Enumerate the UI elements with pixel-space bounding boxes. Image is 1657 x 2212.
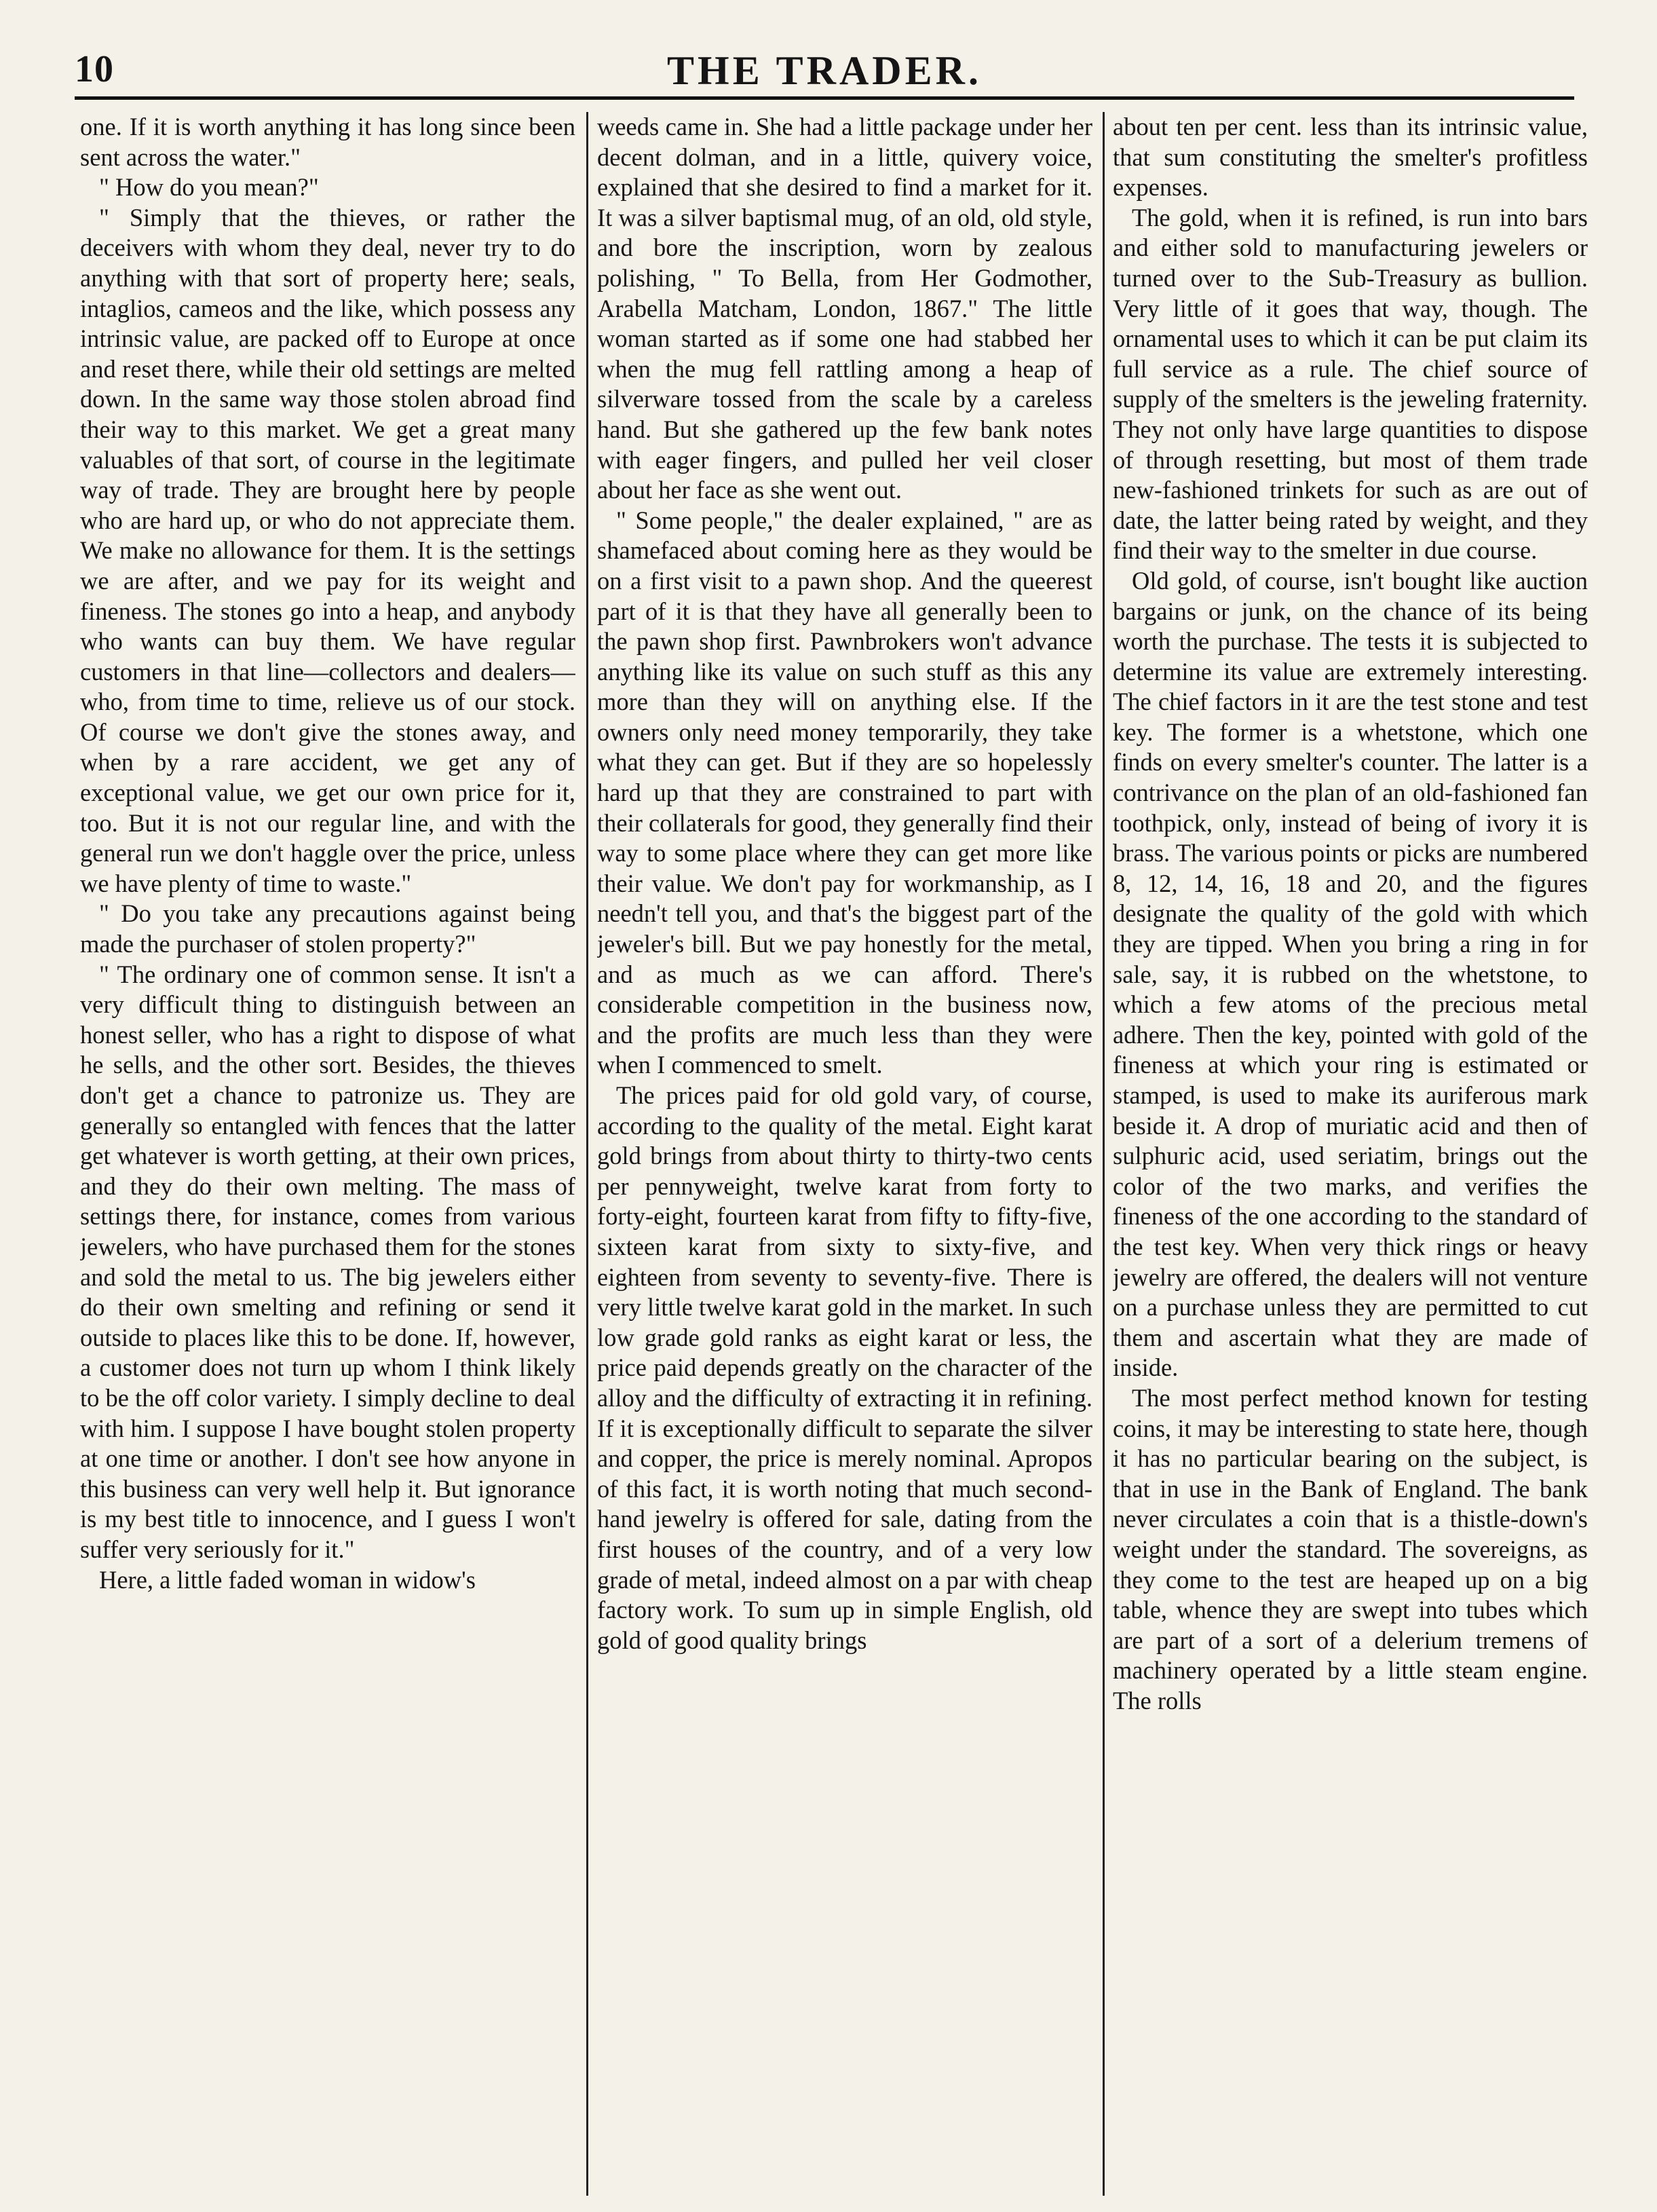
paragraph: about ten per cent. less than its intrinsic value, that sum constituting the smelter's profitless expenses. [1113,113,1588,202]
page-number: 10 [75,48,114,90]
paragraph: The prices paid for old gold vary, of course, according to the quality of the metal. Eight karat gold brings from about thirty to thirty-two cents per pennyweight, twelve karat from forty to forty-eight, fourteen karat from fifty to fifty-five, sixteen karat from sixty to sixty-five, and eighteen from seventy to seventy-five. There is very little twelve karat gold in the market. In such low grade gold ranks as eight karat or less, the price paid depends greatly on the character of the alloy and the difficulty of extracting it in refining. If it is exceptionally difficult to separate the silver and copper, the price is merely nominal. Apropos of this fact, it is worth noting that much second-hand jewelry is offered for sale, dating from the first houses of the country, and of a very low grade of metal, indeed almost on a par with cheap factory work. To sum up in simple English, old gold of good quality brings [597,1081,1092,1654]
column-divider [586,112,588,2196]
header-rule [75,96,1574,100]
page-title: THE TRADER. [667,48,982,93]
paragraph: " How do you mean?" [99,173,319,202]
paragraph: " The ordinary one of common sense. It isn't a very difficult thing to distinguish between an honest seller, who has a right to dispose of what he sells, and the other sort. Besides, the thieves don't get a chance to patronize us. They are generally so entangled with fences that the latter get whatever is worth getting, at their own prices, and they do their own melting. The mass of settings there, for instance, comes from various jewelers, who have purchased them for the stones and sold the metal to us. The big jewelers either do their own smelting and refining or send it outside to places like this to be done. If, however, a customer does not turn up whom I think likely to be the off color variety. I simply decline to deal with him. I suppose I have bought stolen property at one time or another. I don't see how anyone in this business can very well help it. But ignorance is my best title to innocence, and I guess I won't suffer very seriously for it." [80,960,575,1563]
paragraph: one. If it is worth anything it has long since been sent across the water." [80,113,575,171]
paragraph: " Do you take any precautions against being made the purchaser of stolen property?" [80,899,575,958]
paragraph: The gold, when it is refined, is run into bars and either sold to manufacturing jewelers or turned over to the Sub-Treasury as bullion. Very little of it goes that way, though. The ornamental uses to which it can be put claim its full service as a rule. The chief source of supply of the smelters is the jeweling fraternity. They not only have large quantities to dispose of through resetting, but most of them trade new-fashioned trinkets for such as are out of date, the latter being rated by weight, and they find their way to the smelter in due course. [1113,203,1588,565]
column-2 [597,112,1092,2196]
paragraph: " Simply that the thieves, or rather the deceivers with whom they deal, never try to do anything with that sort of property here; seals, intaglios, cameos and the like, which possess any intrinsic value, are packed off to Europe at once and reset there, while their old settings are melted down. In the same way those stolen abroad find their way to this market. We get a great many valuables of that sort, of course in the legitimate way of trade. They are brought here by people who are hard up, or who do not appreciate them. We make no allowance for them. It is the settings we are after, and we pay for its weight and fineness. The stones go into a heap, and anybody who wants can buy them. We have regular customers in that line—collectors and dealers—who, from time to time, relieve us of our stock. Of course we don't give the stones away, and when by a rare accident, we get any of exceptional value, we get our own price for it, too. But it is not our regular line, and with the general run we don't haggle over the price, unless we have plenty of time to waste." [80,203,575,897]
paragraph: " Some people," the dealer explained, " are as shamefaced about coming here as they would be on a first visit to a pawn shop. And the queerest part of it is that they have all generally been to the pawn shop first. Pawnbrokers won't advance anything like its value on such stuff as this any more than they will on anything else. If the owners only need money temporarily, they take what they can get. But if they are so hopelessly hard up that they are constrained to part with their collaterals for good, they generally find their way to some place where they can get more like their value. We don't pay for workmanship, as I needn't tell you, and that's the biggest part of the jeweler's bill. But we pay honestly for the metal, and as much as we can afford. There's considerable competition in the business now, and the profits are much less than they were when I commenced to smelt. [597,506,1092,1079]
paragraph: Here, a little faded woman in widow's [99,1565,476,1594]
column-3 [1113,112,1588,2196]
column-1 [80,112,575,2196]
page-header [75,42,1574,103]
paragraph: weeds came in. She had a little package under her decent dolman, and in a little, quivery voice, explained that she desired to find a market for it. It was a silver baptismal mug, of an old, old style, and bore the inscription, worn by zealous polishing, " To Bella, from Her Godmother, Arabella Matcham, London, 1867." The little woman started as if some one had stabbed her when the mug fell rattling among a heap of silverware tossed from the scale by a careless hand. But she gathered up the few bank notes with eager fingers, and pulled her veil closer about her face as she went out. [597,113,1092,504]
column-divider [1103,112,1105,2196]
paragraph: The most perfect method known for testing coins, it may be interesting to state here, though it has no particular bearing on the subject, is that in use in the Bank of England. The bank never circulates a coin that is a thistle-down's weight under the standard. The sovereigns, as they come to the test are heaped up on a big table, whence they are swept into tubes which are part of a sort of a delerium tremens of machinery operated by a little steam engine. The rolls [1113,1383,1588,1714]
paragraph: Old gold, of course, isn't bought like auction bargains or junk, on the chance of its being worth the purchase. The tests it is subjected to determine its value are extremely interesting. The chief factors in it are the test stone and test key. The former is a whetstone, which one finds on every smelter's counter. The latter is a contrivance on the plan of an old-fashioned fan toothpick, only, instead of being of ivory it is brass. The various points or picks are numbered 8, 12, 14, 16, 18 and 20, and the figures designate the quality of the gold with which they are tipped. When you bring a ring in for sale, say, it is rubbed on the whetstone, to which a few atoms of the precious metal adhere. Then the key, pointed with gold of the fineness at which your ring is estimated or stamped, is used to make its auriferous mark beside it. A drop of muriatic acid and then of sulphuric acid, used seriatim, brings out the color of the two marks, and verifies the fineness of the one according to the standard of the test key. When very thick rings or heavy jewelry are offered, the dealers will not venture on a purchase unless they are permitted to cut them and ascertain what they are made of inside. [1113,566,1588,1382]
